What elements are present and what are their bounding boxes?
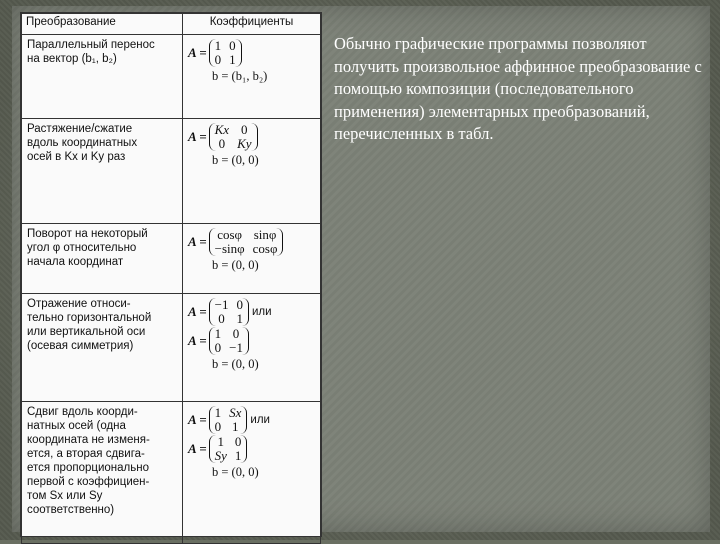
table-row xyxy=(22,294,321,402)
transform-name: Поворот на некоторый угол φ относительно начала координат xyxy=(22,224,183,294)
table-row xyxy=(22,402,321,544)
coefficients-cell xyxy=(183,119,321,224)
matrix xyxy=(209,406,248,434)
translation-vector: b = (b₁, b₂) xyxy=(212,69,268,83)
matrix-cell: 0 xyxy=(214,52,222,67)
matrix-cell: 0 xyxy=(214,340,222,355)
matrix-label: A = xyxy=(188,45,207,60)
matrix-cell: cosφ xyxy=(252,241,278,256)
matrix-cell: 0 xyxy=(241,122,248,137)
table-row xyxy=(22,224,321,294)
or-label: или xyxy=(251,306,272,318)
header-transformation: Преобразование xyxy=(22,14,183,35)
matrix-cell: 0 xyxy=(214,419,222,434)
or-label: или xyxy=(250,414,270,426)
matrix xyxy=(209,298,249,326)
transform-name: Параллельный перенос на вектор (b₁, b₂) xyxy=(22,35,183,119)
transform-name: Отражение относи- тельно горизонтальной или вертикальной оси (осевая симметрия) xyxy=(22,294,183,402)
matrix-cell: Kx xyxy=(214,122,230,137)
matrix-cell: 1 xyxy=(217,434,225,449)
matrix-cell: 1 xyxy=(214,326,222,341)
matrix-cell: 1 xyxy=(229,52,236,67)
matrix-label: A = xyxy=(188,129,207,144)
coefficients-cell xyxy=(183,35,321,119)
coefficients-cell xyxy=(183,402,321,544)
matrix-label: A = xyxy=(188,234,207,249)
matrix-cell: 0 xyxy=(236,297,243,312)
coefficients-cell xyxy=(183,294,321,402)
slide-panel xyxy=(12,6,710,532)
transform-table-image xyxy=(20,12,322,537)
matrix-label: A = xyxy=(188,304,207,319)
table-row xyxy=(22,119,321,224)
matrix xyxy=(209,435,248,463)
table-header-row xyxy=(22,14,321,35)
matrix-cell: sinφ xyxy=(253,227,277,242)
description-text: Обычно графические программы позволяют получить произвольное аффинное преобразование с помощью композиции (последовательного применения) элементарных преобразований, перечисленных в табл. xyxy=(334,34,702,143)
table-body xyxy=(22,35,321,544)
matrix-cell: Sy xyxy=(214,448,227,463)
matrix-label: A = xyxy=(188,441,207,456)
matrix xyxy=(209,228,284,256)
matrix-cell: −1 xyxy=(214,297,229,312)
matrix-row xyxy=(188,39,315,67)
matrix-cell: 0 xyxy=(218,311,225,326)
matrix-label: A = xyxy=(188,412,207,427)
matrix-cell: −sinφ xyxy=(214,241,245,256)
translation-vector: b = (0, 0) xyxy=(212,153,259,167)
matrix-row xyxy=(188,435,315,463)
matrix-label: A = xyxy=(188,333,207,348)
matrix-cell: Ky xyxy=(237,136,252,151)
transform-name: Растяжение/сжатие вдоль координатных осей в Kx и Ky раз xyxy=(22,119,183,224)
matrix-cell: 1 xyxy=(214,38,222,53)
translation-vector: b = (0, 0) xyxy=(212,357,259,371)
matrix-row xyxy=(188,123,315,151)
matrix-cell: Sx xyxy=(229,405,242,420)
matrix-cell: 1 xyxy=(214,405,222,420)
table-row xyxy=(22,35,321,119)
translation-vector: b = (0, 0) xyxy=(212,465,259,479)
matrix-cell: cosφ xyxy=(217,227,243,242)
matrix-cell: 0 xyxy=(232,326,240,341)
matrix xyxy=(209,123,258,151)
coefficients-cell xyxy=(183,224,321,294)
translation-vector: b = (0, 0) xyxy=(212,258,259,272)
matrix-row xyxy=(188,406,315,434)
matrix-cell: 1 xyxy=(236,311,243,326)
header-coefficients: Коэффициенты xyxy=(183,14,321,35)
matrix-cell: 1 xyxy=(232,419,239,434)
matrix-cell: 0 xyxy=(234,434,242,449)
matrix-cell: 1 xyxy=(234,448,242,463)
matrix-row xyxy=(188,298,315,326)
affine-transform-table xyxy=(21,13,321,544)
matrix xyxy=(209,327,249,355)
matrix-cell: 0 xyxy=(229,38,236,53)
matrix-cell: −1 xyxy=(229,340,243,355)
matrix-row xyxy=(188,327,315,355)
matrix-row xyxy=(188,228,315,256)
transform-name: Сдвиг вдоль коорди- натных осей (одна координата не изменя- ется, а вторая сдвига- ется пропорционально первой с коэффициен- том Sx или Sy соответственно) xyxy=(22,402,183,544)
matrix xyxy=(209,39,242,67)
matrix-cell: 0 xyxy=(218,136,226,151)
